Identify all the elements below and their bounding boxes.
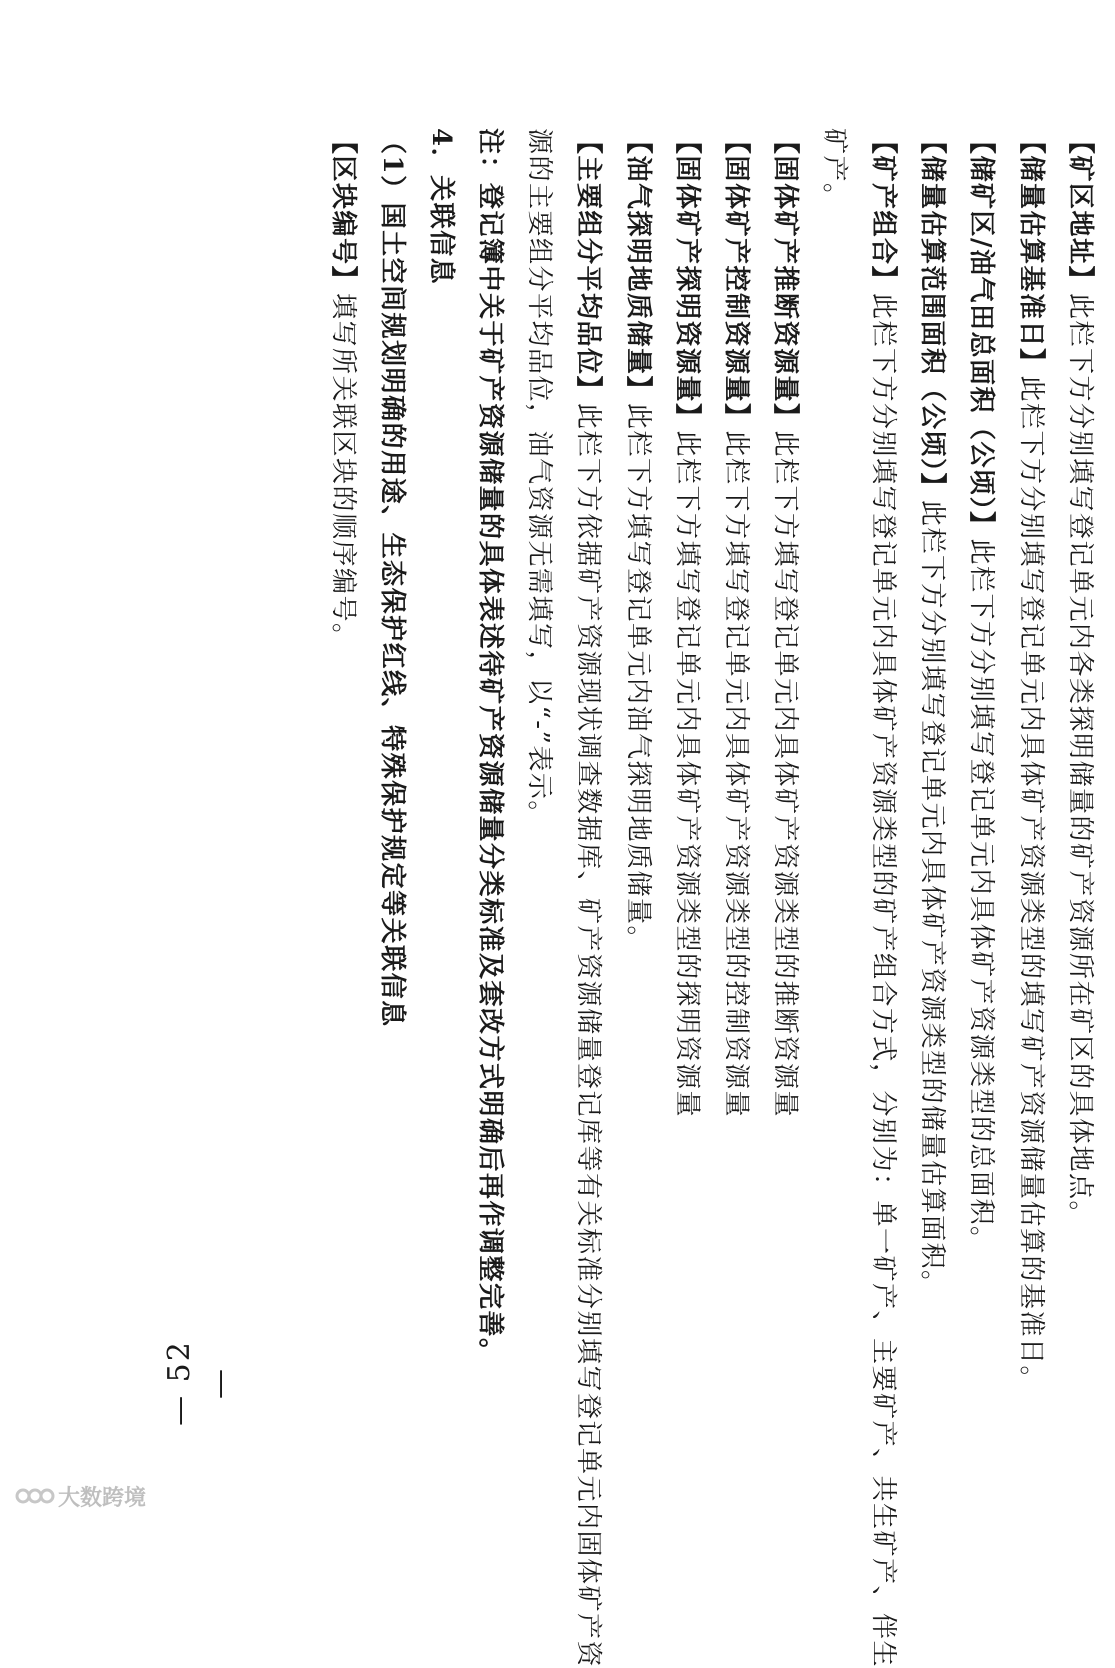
text-line-estimation-area: 【储量估算范围面积（公顷）】此栏下方分别填写登记单元内具体矿产资源类型的储量估算面积。 [917,128,947,1298]
text-line-measured-resources: 【固体矿产探明资源量】此栏下方填写登记单元内具体矿产资源类型的探明资源量 [672,128,702,1119]
text-line-estimation-date: 【储量估算基准日】此栏下方分别填写登记单元内具体矿产资源类型的填写矿产资源储量估算的基准日。 [1016,128,1046,1394]
text-line-note: 注：登记簿中关于矿产资源储量的具体表述待矿产资源储量分类标准及套改方式明确后再作调整完善。 [475,128,505,1366]
watermark [14,1476,154,1516]
text-line-block-number: 【区块编号】填写所关联区块的顺序编号。 [328,128,358,651]
rotated-document-page [210,128,1115,1668]
watermark-text: 大数跨境 [58,1485,147,1511]
text-line-mineral-combination: 【矿产组合】此栏下方分别填写登记单元内具体矿产资源类型的矿产组合方式，分别为：单一矿产、主要矿产、共生矿产、伴生 [868,128,898,1668]
text-line-total-area: 【储矿区/油气田总面积（公顷）】此栏下方分别填写登记单元内具体矿产资源类型的总面积。 [966,128,996,1254]
text-line-mineral-combination-cont: 矿产。 [819,128,849,211]
text-line-mine-address: 【矿区地址】此栏下方分别填写登记单元内各类探明储量的矿产资源所在矿区的具体地点。 [1065,128,1095,1229]
section-heading-related-info: 4．关联信息 [426,128,456,286]
text-line-average-grade-cont: 源的主要组分平均品位，油气资源无需填写，以“-”表示。 [524,128,554,828]
page-number: — 52 — [162,1340,237,1426]
text-line-indicated-resources: 【固体矿产控制资源量】此栏下方填写登记单元内具体矿产资源类型的控制资源量 [721,128,751,1119]
watermark-logo-icon [14,1481,54,1511]
text-line-inferred-resources: 【固体矿产推断资源量】此栏下方填写登记单元内具体矿产资源类型的推断资源量 [770,128,800,1119]
text-line-oil-gas-reserves: 【油气探明地质储量】此栏下方填写登记单元内油气探明地质储量。 [623,128,653,954]
subsection-heading-spatial-planning: （1）国土空间规划明确的用途、生态保护红线、特殊保护规定等关联信息 [377,128,407,1028]
text-line-average-grade: 【主要组分平均品位】此栏下方依据矿产资源现状调查数据库、矿产资源储量登记库等有关标准分别填写登记单元内固体矿产资 [573,128,603,1668]
